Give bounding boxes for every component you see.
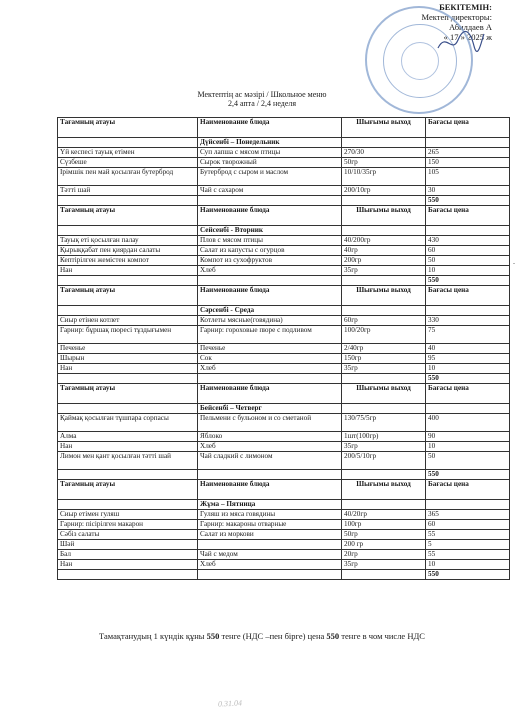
empty-cell (426, 306, 510, 316)
empty-cell (198, 276, 342, 286)
dish-price: 50 (426, 256, 510, 266)
dish-name-ru: Салат из капусты с огурцов (198, 246, 342, 256)
footer-price-note (0, 631, 524, 641)
dish-name-kz: Сиыр етінен котлет (58, 316, 198, 326)
table-row (58, 256, 510, 266)
table-row (58, 236, 510, 246)
dish-name-kz: Шырын (58, 354, 198, 364)
menu-table (57, 117, 510, 580)
approval-position: Мектеп директоры: (421, 12, 492, 22)
day-title: Бейсенбі – Четверг (198, 404, 342, 414)
dish-name-ru: Хлеб (198, 442, 342, 452)
dish-name-kz: Нан (58, 560, 198, 570)
column-header-price: Бағасы цена (426, 384, 510, 404)
dish-name-kz: Кептірілген жемістен компот (58, 256, 198, 266)
margin-mark: . (513, 257, 515, 266)
footer-text-1: Тамақтанудың 1 күндік құны (99, 631, 207, 641)
day-title-row (58, 226, 510, 236)
approval-date: « 17 » 2025 ж (443, 32, 492, 42)
day-title: Сейсенбі - Вторник (198, 226, 342, 236)
dish-name-kz: Алма (58, 432, 198, 442)
dish-output: 50гр (342, 158, 426, 168)
day-title: Дүйсенбі – Понедельник (198, 138, 342, 148)
dish-name-ru (198, 540, 342, 550)
day-total: 550 (426, 374, 510, 384)
dish-output: 35гр (342, 364, 426, 374)
dish-price: 365 (426, 510, 510, 520)
dish-output: 1шт(100гр) (342, 432, 426, 442)
dish-name-kz: Сиыр етімен гуляш (58, 510, 198, 520)
dish-price: 60 (426, 246, 510, 256)
column-header-name-kz: Тағамның атауы (58, 118, 198, 138)
table-row (58, 158, 510, 168)
dish-name-kz: Гарнир: бұршақ пюресі тұздығымен (58, 326, 198, 344)
empty-cell (198, 570, 342, 580)
dish-name-kz: Тәтті шай (58, 186, 198, 196)
table-row (58, 520, 510, 530)
empty-cell (342, 138, 426, 148)
dish-name-ru: Бутерброд с сыром и маслом (198, 168, 342, 186)
column-header-output: Шығымы выход (342, 480, 426, 500)
dish-name-ru: Сок (198, 354, 342, 364)
dish-name-ru: Гарнир: макароны отварные (198, 520, 342, 530)
dish-name-kz: Лимон мен қант қосылған тәтті шай (58, 452, 198, 470)
column-header-row (58, 286, 510, 306)
stamp-emblem (401, 42, 439, 80)
day-title: Сәрсенбі - Среда (198, 306, 342, 316)
day-total-row (58, 196, 510, 206)
empty-cell (58, 276, 198, 286)
dish-name-kz: Қырыққабат пен қиярдан салаты (58, 246, 198, 256)
empty-cell (342, 196, 426, 206)
table-row (58, 354, 510, 364)
footer-amount-2: 550 (326, 631, 340, 641)
dish-name-kz: Шәй (58, 540, 198, 550)
dish-name-ru: Гарнир: гороховые пюре с подливом (198, 326, 342, 344)
column-header-name-kz: Тағамның атауы (58, 206, 198, 226)
table-row (58, 364, 510, 374)
column-header-output: Шығымы выход (342, 206, 426, 226)
column-header-name-ru: Наименование блюда (198, 206, 342, 226)
day-title-row (58, 306, 510, 316)
table-row (58, 432, 510, 442)
column-header-name-ru: Наименование блюда (198, 286, 342, 306)
table-row (58, 530, 510, 540)
day-total: 550 (426, 470, 510, 480)
table-row (58, 316, 510, 326)
dish-price: 60 (426, 520, 510, 530)
day-title-row (58, 404, 510, 414)
empty-cell (58, 470, 198, 480)
column-header-row (58, 480, 510, 500)
handwritten-note: 0.31.04 (217, 698, 243, 709)
day-total-row (58, 470, 510, 480)
dish-price: 10 (426, 560, 510, 570)
column-header-price: Бағасы цена (426, 206, 510, 226)
day-title: Жұма – Пятница (198, 500, 342, 510)
dish-price: 430 (426, 236, 510, 246)
dish-name-kz: Нан (58, 364, 198, 374)
dish-output: 200гр (342, 256, 426, 266)
day-title-row (58, 138, 510, 148)
table-row (58, 510, 510, 520)
dish-output: 100гр (342, 520, 426, 530)
dish-output: 200/5/10гр (342, 452, 426, 470)
footer-amount-1: 550 (206, 631, 220, 641)
dish-output: 200 гр (342, 540, 426, 550)
day-total-row (58, 276, 510, 286)
dish-name-kz: Нан (58, 266, 198, 276)
empty-cell (342, 306, 426, 316)
dish-name-ru: Печенье (198, 344, 342, 354)
empty-cell (342, 470, 426, 480)
dish-price: 95 (426, 354, 510, 364)
dish-output: 130/75/5гр (342, 414, 426, 432)
dish-name-ru: Пельмени с бульоном и со сметаной (198, 414, 342, 432)
empty-cell (198, 470, 342, 480)
column-header-name-kz: Тағамның атауы (58, 384, 198, 404)
empty-cell (426, 226, 510, 236)
table-row (58, 414, 510, 432)
dish-price: 50 (426, 452, 510, 470)
column-header-output: Шығымы выход (342, 384, 426, 404)
empty-cell (58, 500, 198, 510)
table-row (58, 560, 510, 570)
dish-name-ru: Компот из сухофруктов (198, 256, 342, 266)
dish-name-kz: Нан (58, 442, 198, 452)
day-total: 550 (426, 196, 510, 206)
empty-cell (58, 374, 198, 384)
column-header-row (58, 384, 510, 404)
heading-week: 2,4 апта / 2,4 неделя (227, 99, 297, 108)
dish-price: 150 (426, 158, 510, 168)
empty-cell (58, 306, 198, 316)
dish-price: 10 (426, 364, 510, 374)
footer-text-3: тенге в чом числе НДС (339, 631, 425, 641)
signature (436, 28, 486, 56)
dish-price: 10 (426, 266, 510, 276)
table-row (58, 148, 510, 158)
dish-name-ru: Хлеб (198, 560, 342, 570)
dish-price: 40 (426, 344, 510, 354)
column-header-name-ru: Наименование блюда (198, 384, 342, 404)
table-row (58, 168, 510, 186)
dish-name-ru: Гуляш из мяса говядины (198, 510, 342, 520)
empty-cell (342, 374, 426, 384)
dish-output: 200/10гр (342, 186, 426, 196)
empty-cell (198, 196, 342, 206)
dish-name-kz: Бал (58, 550, 198, 560)
dish-price: 330 (426, 316, 510, 326)
empty-cell (58, 138, 198, 148)
empty-cell (426, 500, 510, 510)
dish-output: 40/200гр (342, 236, 426, 246)
dish-price: 55 (426, 530, 510, 540)
empty-cell (342, 570, 426, 580)
approval-name: Абилдаев А (449, 22, 492, 32)
dish-price: 105 (426, 168, 510, 186)
dish-output: 35гр (342, 266, 426, 276)
empty-cell (58, 404, 198, 414)
table-row (58, 344, 510, 354)
empty-cell (58, 196, 198, 206)
dish-price: 400 (426, 414, 510, 432)
table-row (58, 246, 510, 256)
dish-output: 270/30 (342, 148, 426, 158)
dish-price: 5 (426, 540, 510, 550)
dish-output: 10/10/35гр (342, 168, 426, 186)
dish-name-kz: Сүзбеше (58, 158, 198, 168)
dish-output: 20гр (342, 550, 426, 560)
table-row (58, 266, 510, 276)
day-title-row (58, 500, 510, 510)
dish-price: 30 (426, 186, 510, 196)
column-header-name-kz: Тағамның атауы (58, 286, 198, 306)
empty-cell (58, 570, 198, 580)
dish-name-ru: Яблоко (198, 432, 342, 442)
dish-name-ru: Чай с медом (198, 550, 342, 560)
day-total-row (58, 570, 510, 580)
dish-name-kz: Гарнир: пісірілген макарон (58, 520, 198, 530)
column-header-output: Шығымы выход (342, 286, 426, 306)
dish-output: 50гр (342, 530, 426, 540)
dish-name-ru: Сырок творожный (198, 158, 342, 168)
dish-name-ru: Хлеб (198, 364, 342, 374)
dish-price: 10 (426, 442, 510, 452)
dish-name-kz: Қаймақ қосылған тұшпара сорпасы (58, 414, 198, 432)
table-row (58, 550, 510, 560)
heading-title: Мектептің ас мәзірі / Школьное меню (197, 90, 327, 99)
dish-name-kz: Ірімшік пен май қосылған бутерброд (58, 168, 198, 186)
dish-price: 265 (426, 148, 510, 158)
empty-cell (342, 226, 426, 236)
dish-output: 2/40гр (342, 344, 426, 354)
column-header-price: Бағасы цена (426, 118, 510, 138)
approval-title: БЕКІТЕМІН: (439, 2, 492, 12)
column-header-row (58, 206, 510, 226)
dish-name-ru: Котлеты мясные(говядина) (198, 316, 342, 326)
dish-output: 150гр (342, 354, 426, 364)
footer-text-2: тенге (НДС –пен бірге) цена (219, 631, 327, 641)
day-total: 550 (426, 570, 510, 580)
dish-price: 90 (426, 432, 510, 442)
column-header-output: Шығымы выход (342, 118, 426, 138)
empty-cell (342, 500, 426, 510)
dish-output: 60гр (342, 316, 426, 326)
dish-name-kz: Тауық еті қосылған палау (58, 236, 198, 246)
dish-name-kz: Печенье (58, 344, 198, 354)
table-row (58, 186, 510, 196)
column-header-name-ru: Наименование блюда (198, 118, 342, 138)
table-row (58, 442, 510, 452)
column-header-price: Бағасы цена (426, 286, 510, 306)
dish-output: 35гр (342, 442, 426, 452)
column-header-name-ru: Наименование блюда (198, 480, 342, 500)
day-total-row (58, 374, 510, 384)
dish-price: 75 (426, 326, 510, 344)
column-header-name-kz: Тағамның атауы (58, 480, 198, 500)
dish-output: 40гр (342, 246, 426, 256)
dish-name-ru: Плов с мясом птицы (198, 236, 342, 246)
menu-heading (0, 90, 524, 108)
table-row (58, 540, 510, 550)
dish-name-kz: Үй кеспесі тауық етімен (58, 148, 198, 158)
table-row (58, 452, 510, 470)
dish-price: 55 (426, 550, 510, 560)
empty-cell (342, 404, 426, 414)
column-header-price: Бағасы цена (426, 480, 510, 500)
dish-output: 100/20гр (342, 326, 426, 344)
dish-name-ru: Салат из моркови (198, 530, 342, 540)
empty-cell (58, 226, 198, 236)
table-row (58, 326, 510, 344)
empty-cell (426, 404, 510, 414)
day-total: 550 (426, 276, 510, 286)
dish-output: 35гр (342, 560, 426, 570)
dish-name-ru: Хлеб (198, 266, 342, 276)
dish-name-ru: Суп лапша с мясом птицы (198, 148, 342, 158)
dish-name-kz: Сәбіз салаты (58, 530, 198, 540)
dish-output: 40/20гр (342, 510, 426, 520)
dish-name-ru: Чай с сахаром (198, 186, 342, 196)
dish-name-ru: Чай сладкий с лимоном (198, 452, 342, 470)
empty-cell (342, 276, 426, 286)
column-header-row (58, 118, 510, 138)
empty-cell (426, 138, 510, 148)
empty-cell (198, 374, 342, 384)
